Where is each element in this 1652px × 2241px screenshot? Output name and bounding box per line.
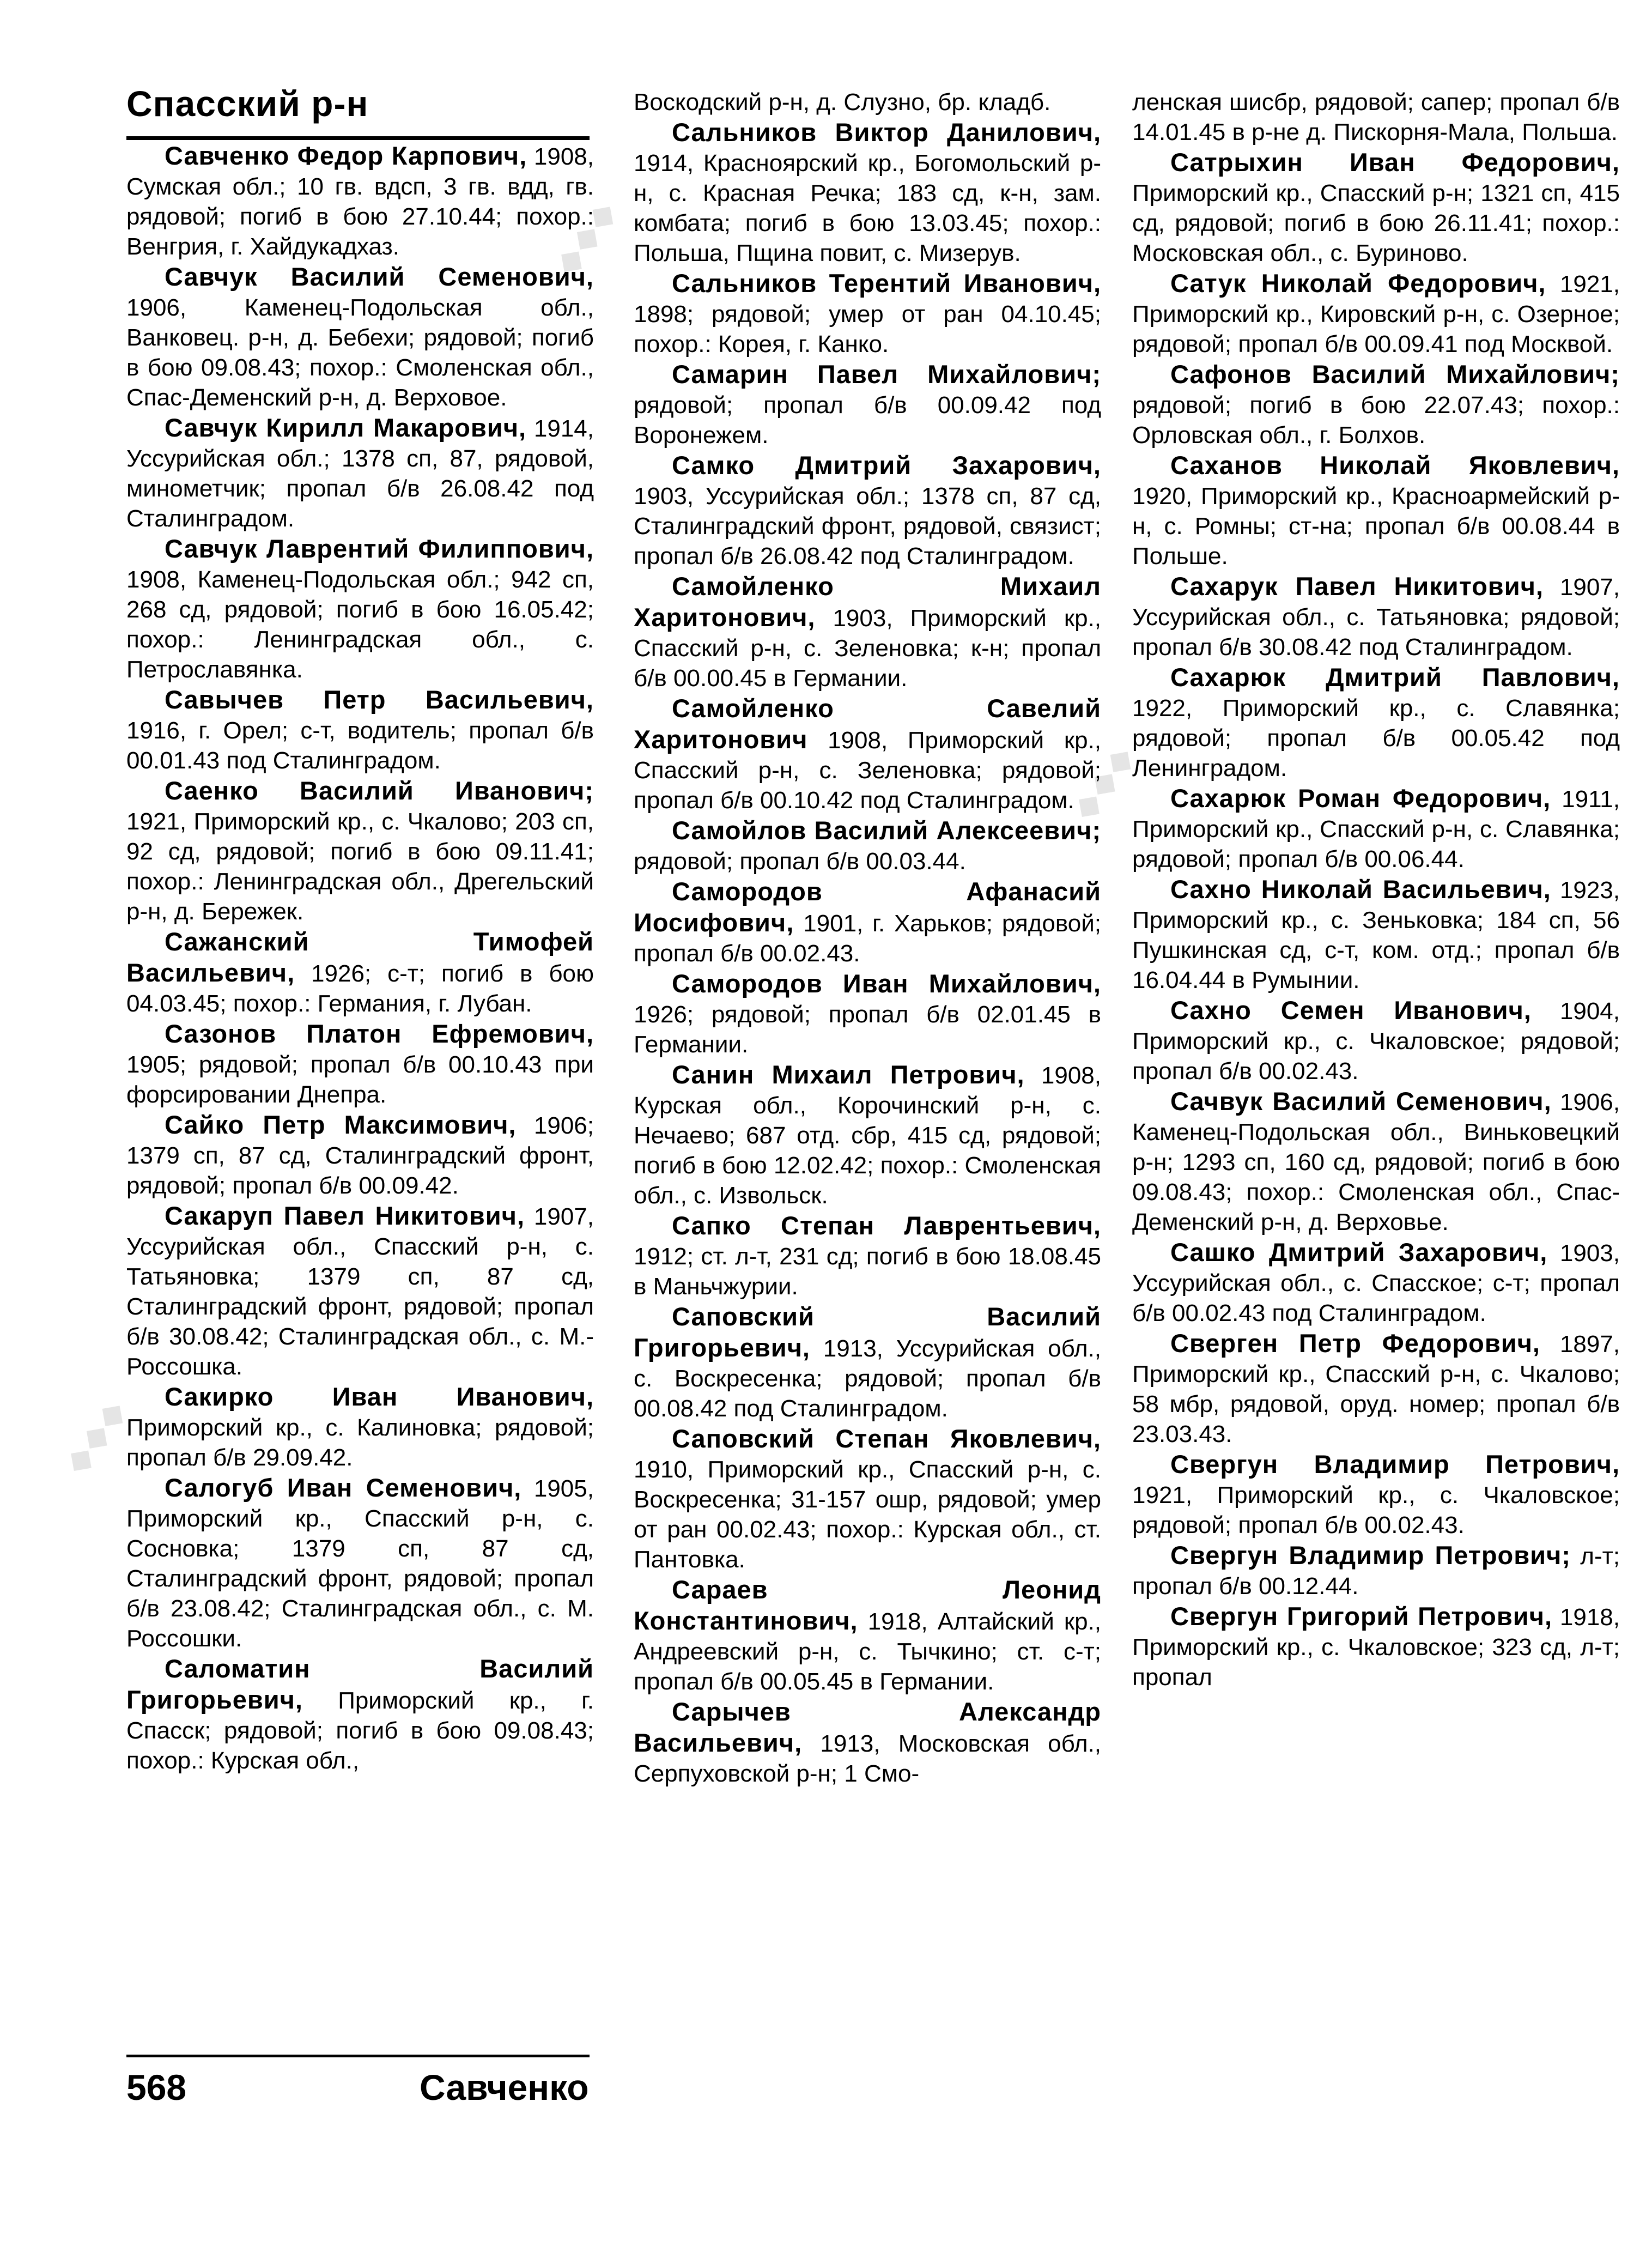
entry bbox=[1132, 571, 1620, 662]
entry-name: Сапко Степан Лаврентьевич, bbox=[672, 1211, 1101, 1240]
entry bbox=[1132, 995, 1620, 1086]
entry-name: Сахно Семен Иванович, bbox=[1170, 996, 1532, 1025]
entry-text: 1914, Уссурийская обл.; 1378 сп, 87, рядовой, минометчик; пропал б/в 26.08.42 под Сталинградом. bbox=[126, 415, 594, 532]
entry-name: Свергун Владимир Петрович, bbox=[1170, 1450, 1620, 1479]
entry-text: рядовой; пропал б/в 00.09.42 под Воронежем. bbox=[634, 392, 1101, 449]
header-rule bbox=[126, 136, 590, 140]
entry bbox=[126, 1654, 594, 1776]
entry-text: рядовой; погиб в бою 22.07.43; похор.: Орловская обл., г. Болхов. bbox=[1132, 392, 1620, 449]
entry bbox=[126, 1110, 594, 1201]
entry-name: Сатрыхин Иван Федорович, bbox=[1170, 148, 1620, 177]
entry-text: Приморский кр., с. Калиновка; рядовой; пропал б/в 29.09.42. bbox=[126, 1414, 594, 1471]
entry-name: Саповский Степан Яковлевич, bbox=[672, 1424, 1101, 1453]
section-header: Спасский р-н bbox=[126, 83, 369, 124]
entry-continuation: ленская шисбр, рядовой; сапер; пропал б/в 14.01.45 в р-не д. Пискорня-Мала, Польша. bbox=[1132, 89, 1620, 146]
entry-text: 1903, Уссурийская обл.; 1378 сп, 87 сд, Сталинградский фронт, рядовой, связист; пропал б/в 26.08.42 под Сталинградом. bbox=[634, 483, 1101, 570]
entry bbox=[126, 776, 594, 926]
entry bbox=[634, 1059, 1101, 1210]
entry bbox=[1132, 1328, 1620, 1449]
entry bbox=[126, 1019, 594, 1110]
entry-name: Сакирко Иван Иванович, bbox=[165, 1382, 594, 1411]
entry-text: 1916, г. Орел; с-т, водитель; пропал б/в 00.01.43 под Сталинградом. bbox=[126, 717, 594, 774]
column-3 bbox=[1132, 87, 1620, 2049]
entry bbox=[634, 968, 1101, 1059]
entry-name: Саломатин Василий Григорьевич, bbox=[126, 1654, 594, 1714]
entry-name: Самойленко Михаил Харитонович, bbox=[634, 572, 1101, 632]
entry-text: 1921, Приморский кр., с. Чкалово; 203 сп, 92 сд, рядовой; погиб в бою 09.11.41; похор.: Ленинградская обл., Дрегельский р-н, д. Бережек. bbox=[126, 808, 594, 925]
entry bbox=[634, 815, 1101, 876]
entry-name: Сачвук Василий Семенович, bbox=[1170, 1087, 1552, 1116]
entry bbox=[126, 413, 594, 534]
entry bbox=[634, 359, 1101, 450]
entry bbox=[126, 926, 594, 1019]
entry bbox=[126, 685, 594, 776]
entry-text: 1926; рядовой; пропал б/в 02.01.45 в Германии. bbox=[634, 1001, 1101, 1058]
entry-text: 1913, Уссурийская обл., с. Воскресенка; рядовой; пропал б/в 00.08.42 под Сталинградом. bbox=[634, 1335, 1101, 1422]
entry-name: Саханов Николай Яковлевич, bbox=[1170, 451, 1620, 480]
entry-text: 1905; рядовой; пропал б/в 00.10.43 при форсировании Днепра. bbox=[126, 1051, 594, 1108]
entry-text: Приморский кр., Спасский р-н; 1321 сп, 415 сд, рядовой; погиб в бою 26.11.41; похор.: Московская обл., с. Буриново. bbox=[1132, 180, 1620, 267]
entry bbox=[1132, 1086, 1620, 1237]
entry-name: Самородов Иван Михайлович, bbox=[672, 969, 1101, 998]
entry bbox=[634, 450, 1101, 571]
entry-name: Сафонов Василий Михайлович; bbox=[1170, 360, 1620, 389]
entry-continuation: Воскодский р-н, д. Слузно, бр. кладб. bbox=[634, 89, 1051, 116]
entry-text: 1903, Приморский кр., Спасский р-н, с. Зеленовка; к-н; пропал б/в 00.00.45 в Германии. bbox=[634, 605, 1101, 692]
entry-text: 1923, Приморский кр., с. Зеньковка; 184 сп, 56 Пушкинская сд, с-т, ком. отд.; пропал б/в 16.04.44 в Румынии. bbox=[1132, 877, 1620, 994]
entry bbox=[1132, 1540, 1620, 1601]
entry-text: 1906, Каменец-Подольская обл., Ванковец. р-н, д. Бебехи; рядовой; погиб в бою 09.08.43; похор.: Смоленская обл., Спас-Деменский р-н, д. Верховое. bbox=[126, 294, 594, 411]
entry-name: Самарин Павел Михайлович; bbox=[672, 360, 1101, 389]
entry-name: Савчук Василий Семенович, bbox=[165, 262, 594, 291]
entry-name: Сахно Николай Васильевич, bbox=[1170, 875, 1551, 904]
entry-name: Самко Дмитрий Захарович, bbox=[672, 451, 1101, 480]
entry-text: 1913, Московская обл., Серпуховской р-н; 1 Смо- bbox=[634, 1730, 1101, 1787]
entry-name: Сахарюк Роман Федорович, bbox=[1170, 784, 1551, 813]
entry-text: 1898; рядовой; умер от ран 04.10.45; похор.: Корея, г. Канко. bbox=[634, 301, 1101, 358]
entry bbox=[126, 141, 594, 262]
entry-name: Савчук Лаврентий Филиппович, bbox=[165, 534, 594, 563]
entry-text: 1907, Уссурийская обл., с. Татьяновка; рядовой; пропал б/в 30.08.42 под Сталинградом. bbox=[1132, 574, 1620, 661]
entry-name: Саповский Василий Григорьевич, bbox=[634, 1302, 1101, 1362]
entry-name: Самойлов Василий Алексеевич; bbox=[672, 816, 1101, 845]
footer-rule bbox=[126, 2055, 590, 2057]
entry bbox=[634, 1574, 1101, 1697]
entry-name: Сахарюк Дмитрий Павлович, bbox=[1170, 663, 1620, 692]
watermark-mark: ◆◆◆ bbox=[57, 1391, 134, 1480]
entry-text: 1921, Приморский кр., с. Чкаловское; рядовой; пропал б/в 00.02.43. bbox=[1132, 1482, 1620, 1539]
entry-name: Сажанский Тимофей Васильевич, bbox=[126, 927, 594, 987]
entry bbox=[1132, 783, 1620, 874]
entry-name: Свергун Григорий Петрович, bbox=[1170, 1602, 1553, 1631]
entry bbox=[1132, 1449, 1620, 1540]
entry-name: Сашко Дмитрий Захарович, bbox=[1170, 1238, 1548, 1267]
entry-name: Сарычев Александр Васильевич, bbox=[634, 1697, 1101, 1757]
entry-text: 1920, Приморский кр., Красноармейский р-н, с. Ромны; ст-на; пропал б/в 00.08.44 в Польше. bbox=[1132, 483, 1620, 570]
entry-text: 1922, Приморский кр., с. Славянка; рядовой; пропал б/в 00.05.42 под Ленинградом. bbox=[1132, 695, 1620, 782]
entry-text: 1908, Курская обл., Корочинский р-н, с. Нечаево; 687 отд. сбр, 415 сд, рядовой; погиб в бою 12.02.42; похор.: Смоленская обл., с. Извольск. bbox=[634, 1062, 1101, 1209]
entry-name: Саенко Василий Иванович; bbox=[165, 776, 594, 805]
entry bbox=[1132, 147, 1620, 268]
entry-text: 1918, Приморский кр., с. Чкаловское; 323 сд, л-т; пропал bbox=[1132, 1604, 1620, 1691]
entry bbox=[126, 262, 594, 413]
entry-name: Сверген Петр Федорович, bbox=[1170, 1329, 1540, 1358]
entry-text: 1921, Приморский кр., Кировский р-н, с. Озерное; рядовой; пропал б/в 00.09.41 под Москвой. bbox=[1132, 271, 1620, 358]
entry-text: 1905, Приморский кр., Спасский р-н, с. Сосновка; 1379 сп, 87 сд, Сталинградский фронт, рядовой; пропал б/в 23.08.42; Сталинградская обл., с. М. Россошки. bbox=[126, 1475, 594, 1652]
running-head: Савченко bbox=[420, 2067, 589, 2107]
entry-name: Санин Михаил Петрович, bbox=[672, 1060, 1025, 1089]
entry-text: 1908, Сумская обл.; 10 гв. вдсп, 3 гв. вдд, гв. рядовой; погиб в бою 27.10.44; похор.: Венгрия, г. Хайдукадхаз. bbox=[126, 143, 594, 260]
entry-name: Савчук Кирилл Макарович, bbox=[165, 413, 527, 442]
entry-name: Сахарук Павел Никитович, bbox=[1170, 572, 1544, 601]
entry bbox=[634, 1424, 1101, 1574]
entry-name: Савычев Петр Васильевич, bbox=[165, 685, 594, 714]
entry-name: Савченко Федор Карпович, bbox=[165, 141, 527, 170]
entry-text: 1907, Уссурийская обл., Спасский р-н, с. Татьяновка; 1379 сп, 87 сд, Сталинградский фронт, рядовой; пропал б/в 30.08.42; Сталинградская обл., с. М.-Россошка. bbox=[126, 1203, 594, 1380]
entry-name: Сальников Виктор Данилович, bbox=[672, 118, 1101, 147]
column-1 bbox=[126, 141, 594, 2048]
entry-name: Свергун Владимир Петрович; bbox=[1170, 1541, 1571, 1570]
entry-name: Сакаруп Павел Никитович, bbox=[165, 1201, 525, 1230]
entry bbox=[126, 1382, 594, 1473]
entry-text: 1903, Уссурийская обл., с. Спасское; с-т; пропал б/в 00.02.43 под Сталинградом. bbox=[1132, 1240, 1620, 1327]
entry-name: Сайко Петр Максимович, bbox=[165, 1110, 517, 1139]
entry-text: Приморский кр., г. Спасск; рядовой; погиб в бою 09.08.43; похор.: Курская обл., bbox=[126, 1687, 594, 1774]
watermark-mark: ◆◆◆ bbox=[547, 192, 624, 281]
entry bbox=[126, 534, 594, 685]
entry-name: Сараев Леонид Константинович, bbox=[634, 1575, 1101, 1635]
entry-text: 1910, Приморский кр., Спасский р-н, с. Воскресенка; 31-157 ошр, рядовой; умер от ран 00.02.43; похор.: Курская обл., ст. Пантовка. bbox=[634, 1456, 1101, 1573]
entry bbox=[634, 1210, 1101, 1301]
entry-name: Сазонов Платон Ефремович, bbox=[165, 1019, 594, 1048]
entry-text: 1908, Каменец-Подольская обл.; 942 сп, 268 сд, рядовой; погиб в бою 16.05.42; похор.: Ленинградская обл., с. Петрославянка. bbox=[126, 566, 594, 683]
column-2 bbox=[634, 87, 1101, 2049]
entry-text: 1912; ст. л-т, 231 сд; погиб в бою 18.08.45 в Маньчжурии. bbox=[634, 1243, 1101, 1300]
entry-text: 1911, Приморский кр., Спасский р-н, с. Славянка; рядовой; пропал б/в 00.06.44. bbox=[1132, 786, 1620, 873]
entry-name: Сальников Терентий Иванович, bbox=[672, 269, 1101, 298]
entry-text: л-т; пропал б/в 00.12.44. bbox=[1132, 1543, 1620, 1600]
watermark-mark: ◆◆◆ bbox=[1065, 737, 1142, 826]
entry bbox=[634, 693, 1101, 815]
entry-name: Самойленко Савелий Харитонович bbox=[634, 694, 1101, 754]
entry bbox=[1132, 450, 1620, 571]
entry-text: 1904, Приморский кр., с. Чкаловское; рядовой; пропал б/в 00.02.43. bbox=[1132, 998, 1620, 1085]
entry-text: 1897, Приморский кр., Спасский р-н, с. Чкалово; 58 мбр, рядовой, оруд. номер; пропал б/в 23.03.43. bbox=[1132, 1331, 1620, 1447]
entry bbox=[634, 117, 1101, 268]
entry bbox=[1132, 359, 1620, 450]
entry-name: Сатук Николай Федорович, bbox=[1170, 269, 1546, 298]
entry bbox=[1132, 1237, 1620, 1328]
entry-text: 1906; 1379 сп, 87 сд, Сталинградский фронт, рядовой; пропал б/в 00.09.42. bbox=[126, 1112, 594, 1199]
entry bbox=[1132, 662, 1620, 783]
entry-text: 1918, Алтайский кр., Андреевский р-н, с. Тычкино; ст. с-т; пропал б/в 00.05.45 в Германии. bbox=[634, 1608, 1101, 1695]
entry-text: 1901, г. Харьков; рядовой; пропал б/в 00.02.43. bbox=[634, 910, 1101, 967]
entry-text: 1926; с-т; погиб в бою 04.03.45; похор.: Германия, г. Лубан. bbox=[126, 960, 594, 1017]
entry bbox=[126, 1473, 594, 1654]
entry bbox=[634, 1301, 1101, 1424]
entry bbox=[634, 1697, 1101, 1789]
entry bbox=[634, 268, 1101, 359]
entry bbox=[634, 876, 1101, 968]
entry bbox=[1132, 268, 1620, 359]
entry-name: Самородов Афанасий Иосифович, bbox=[634, 877, 1101, 937]
page-number: 568 bbox=[126, 2067, 187, 2107]
entry-text: 1906, Каменец-Подольская обл., Виньковецкий р-н; 1293 сп, 160 сд, рядовой; погиб в бою 09.08.43; похор.: Смоленская обл., Спас-Деменский р-н, д. Верховье. bbox=[1132, 1089, 1620, 1235]
entry-text: 1914, Красноярский кр., Богомольский р-н, с. Красная Речка; 183 сд, к-н, зам. комбата; погиб в бою 13.03.45; похор.: Польша, Пщина повит, с. Мизерув. bbox=[634, 150, 1101, 267]
entry-text: 1908, Приморский кр., Спасский р-н, с. Зеленовка; рядовой; пропал б/в 00.10.42 под Сталинградом. bbox=[634, 727, 1101, 814]
entry bbox=[1132, 874, 1620, 995]
entry bbox=[634, 571, 1101, 693]
entry-name: Салогуб Иван Семенович, bbox=[165, 1473, 522, 1502]
entry bbox=[126, 1201, 594, 1382]
entry-text: рядовой; пропал б/в 00.03.44. bbox=[634, 848, 966, 875]
entry bbox=[1132, 1601, 1620, 1692]
